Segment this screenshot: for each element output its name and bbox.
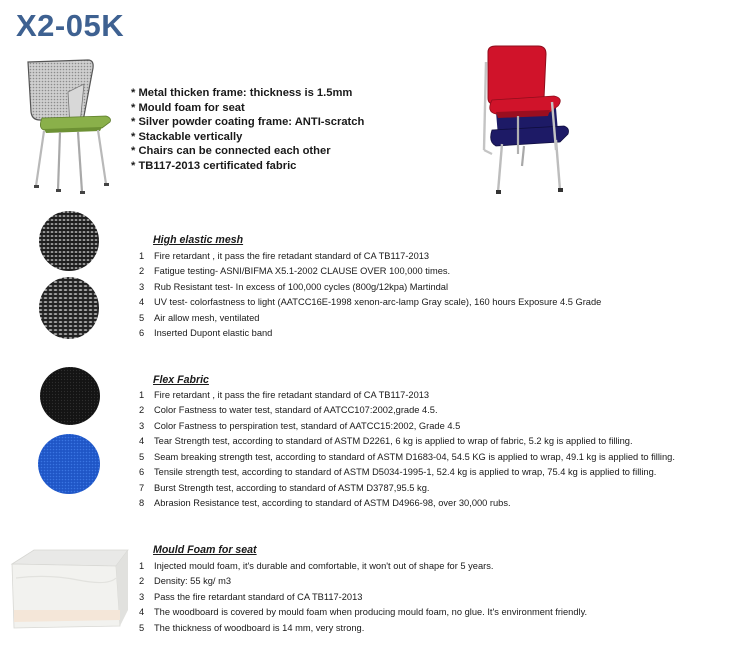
feature-item: * Chairs can be connected each other <box>131 145 331 158</box>
chair-stacked-illustration <box>472 42 576 198</box>
list-item: 8 Abrasion Resistance test, according to standard of ASTM D4966-98, over 30,000 rubs. <box>139 498 511 509</box>
chair-mesh-illustration <box>14 56 118 194</box>
foam-illustration <box>8 548 130 630</box>
section-title-fabric: Flex Fabric <box>153 374 209 386</box>
section-mesh-title-wrap <box>153 234 243 246</box>
feature-item: * Metal thicken frame: thickness is 1.5mm <box>131 87 353 99</box>
section-fabric-title-wrap <box>153 374 209 386</box>
list-item: 1 Fire retardant , it pass the fire retadant standard of CA TB117-2013 <box>139 389 430 400</box>
section-title-mesh: High elastic mesh <box>153 234 244 246</box>
chair-photo-stacked <box>472 42 576 198</box>
list-item: 5 Seam breaking strength test, according to standard of ASTM D1683-04, 54.5 KG is applied to wrap, 49.1 kg is applied to filling. <box>139 451 675 462</box>
list-item: 6 Inserted Dupont elastic band <box>139 328 273 339</box>
list-item: 3 Pass the fire retardant standard of CA TB117-2013 <box>139 591 363 602</box>
black-fabric-swatch <box>39 366 101 426</box>
list-item: 4 UV test- colorfastness to light (AATCC16E-1998 xenon-arc-lamp Gray scale), 160 hours Exposure 4.5 Grade <box>139 297 602 308</box>
mesh-swatch-bottom <box>38 276 100 340</box>
list-item: 5 The thickness of woodboard is 14 mm, very strong. <box>139 622 365 633</box>
list-item: 2 Fatigue testing- ASNI/BIFMA X5.1-2002 CLAUSE OVER 100,000 times. <box>139 266 451 277</box>
foam-photo <box>8 548 130 630</box>
foam-spec-list <box>139 558 587 636</box>
feature-item: * Silver powder coating frame: ANTI-scratch <box>131 116 365 129</box>
fabric-spec-list <box>139 387 675 511</box>
chair-photo-mesh <box>14 56 118 194</box>
feature-item: * Stackable vertically <box>131 130 243 143</box>
list-item: 7 Burst Strength test, according to standard of ASTM D3787,95.5 kg. <box>139 482 430 493</box>
model-title: X2-05K <box>16 8 125 43</box>
list-item: 5 Air allow mesh, ventilated <box>139 312 260 323</box>
section-foam-title-wrap <box>153 544 257 556</box>
list-item: 3 Rub Resistant test- In excess of 100,000 cycles (800g/12kpa) Martindal <box>139 281 449 292</box>
list-item: 2 Density: 55 kg/ m3 <box>139 576 231 587</box>
list-item: 2 Color Fastness to water test, standard of AATCC107:2002,grade 4.5. <box>139 405 438 416</box>
list-item: 4 Tear Strength test, according to standard of ASTM D2261, 6 kg is applied to wrap of fabric, 5.2 kg is applied to filling. <box>139 436 633 447</box>
list-item: 6 Tensile strength test, according to standard of ASTM D5034-1995-1, 52.4 kg is applied to wrap, 75.4 kg is applied to filling. <box>139 467 657 478</box>
section-title-foam: Mould Foam for seat <box>153 544 257 556</box>
list-item: 1 Injected mould foam, it's durable and comfortable, it won't out of shape for 5 years. <box>139 560 494 571</box>
feature-item: * Mould foam for seat <box>131 101 245 114</box>
mesh-swatch-top <box>38 210 100 272</box>
list-item: 4 The woodboard is covered by mould foam when producing mould foam, no glue. It's environment friendly. <box>139 607 588 618</box>
feature-list <box>131 86 364 174</box>
list-item: 3 Color Fastness to perspiration test, standard of AATCC15:2002, Grade 4.5 <box>139 420 461 431</box>
mesh-spec-list <box>139 248 601 341</box>
blue-fabric-swatch <box>37 433 101 495</box>
list-item: 1 Fire retardant , it pass the fire retadant standard of CA TB117-2013 <box>139 250 430 261</box>
feature-item: * TB117-2013 certificated fabric <box>131 159 297 172</box>
